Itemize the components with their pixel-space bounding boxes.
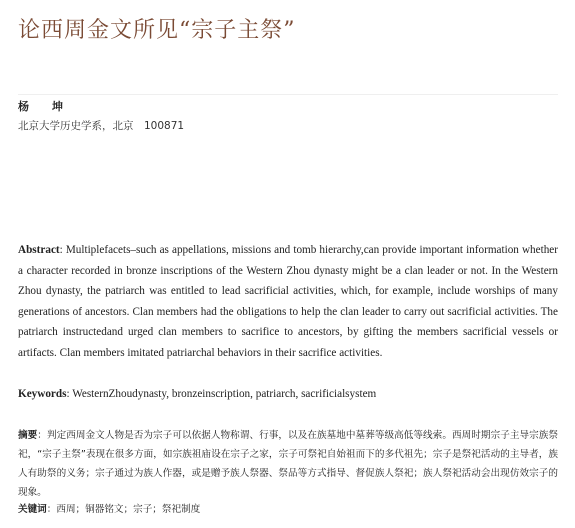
abstract-text: Multiplefacets–such as appellations, missions and tomb hierarchy,can provide important information whether a character recorded in bronze inscriptions of the Western Zhou dynasty might be a clan leader or not. In the Western Zhou dynasty, the patriarch was entitled to lead sacrificial activities, which, for example, include worships of many generations of ancestors. Clan members had the obligations to help the clan leader to carry out sacrificial activities. The patriarch instructedand urged clan members to sacrifice to ancestors, by gifting the members sacrificial vessels or artifacts. Clan members imitated patriarchal behaviors in their sacrifice activities. (18, 244, 558, 359)
zh-keywords-text: 西周；铜器铭文；宗子；祭祀制度 (56, 504, 201, 515)
english-keywords (18, 384, 558, 404)
keywords-text: WesternZhoudynasty, bronzeinscription, patriarch, sacrificialsystem (72, 388, 377, 400)
zh-keywords-label: 关键词 (18, 504, 47, 515)
keywords-separator: : (66, 388, 73, 400)
header-divider (18, 94, 558, 95)
zh-abstract-separator: ： (37, 430, 47, 441)
chinese-abstract (18, 426, 558, 502)
zh-keywords-separator: ： (46, 504, 57, 515)
zh-abstract-text: 判定西周金文人物是否为宗子可以依据人物称谓、行事，以及在族墓地中墓葬等级高低等线索。西周时期宗子主导宗族祭祀，“宗子主祭”表现在很多方面，如宗族祖庙设在宗子之家，宗子可祭祀自始祖而下的多代祖先；宗子是祭祀活动的主导者，族人有助祭的义务；宗子通过为族人作器，或是赠予族人祭器、祭品等方式指导、督促族人祭祀；族人祭祀活动会出现仿效宗子的现象。 (18, 430, 559, 498)
zh-abstract-label: 摘要 (18, 430, 38, 441)
article-title: 论西周金文所见“宗子主祭” (18, 18, 296, 43)
abstract-separator: : (59, 244, 66, 256)
english-abstract (18, 240, 558, 363)
keywords-label: Keywords (18, 388, 67, 400)
author-name: 杨 坤 (18, 100, 69, 113)
chinese-keywords (18, 500, 558, 519)
abstract-label: Abstract (18, 244, 60, 256)
author-affiliation: 北京大学历史学系，北京 100871 (18, 120, 185, 132)
